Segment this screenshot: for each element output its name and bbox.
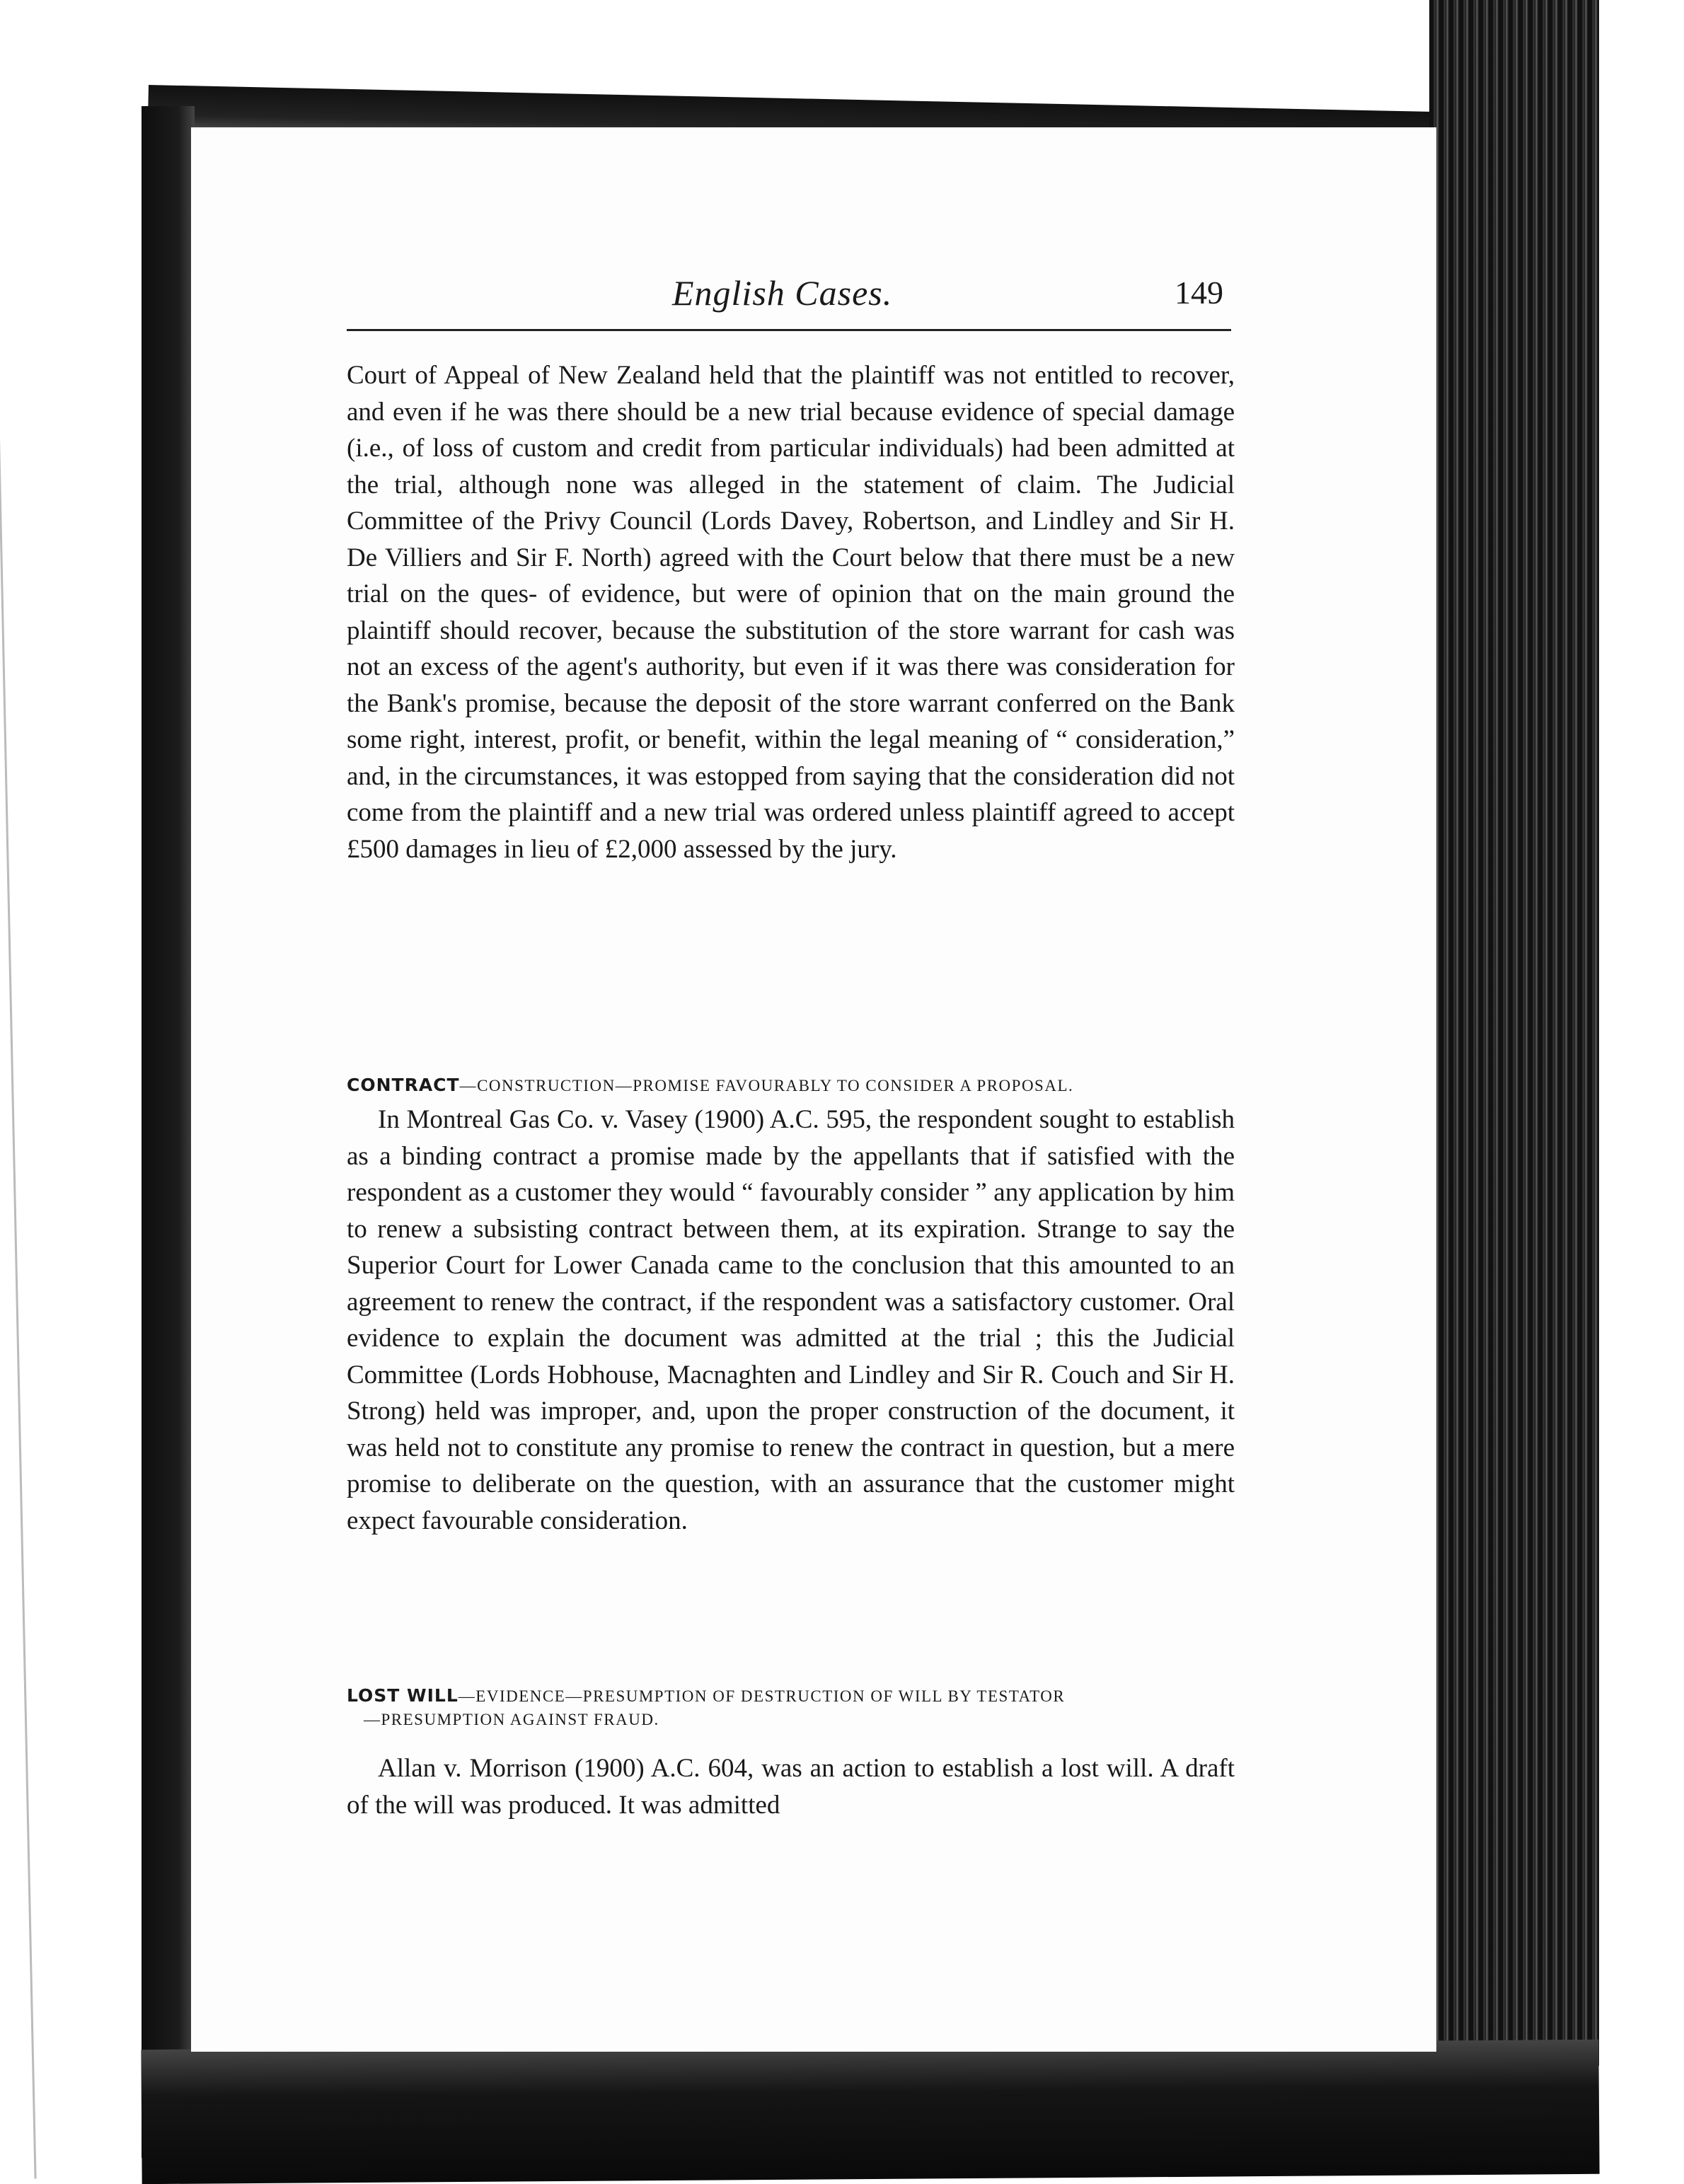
section-heading-rest: —CONSTRUCTION—PROMISE FAVOURABLY TO CONSIDER A PROPOSAL. [459, 1077, 1074, 1094]
section-heading-lead: CONTRACT [347, 1075, 460, 1095]
book-edge-bottom [141, 2040, 1599, 2184]
paragraph-continuation [347, 357, 1235, 867]
section-heading-continuation: —PRESUMPTION AGAINST FRAUD. [364, 1711, 659, 1728]
book-edge-left [142, 106, 195, 2158]
section-heading-rest: —EVIDENCE—PRESUMPTION OF DESTRUCTION OF WILL BY TESTATOR [458, 1687, 1066, 1705]
page-number: 149 [1175, 275, 1223, 311]
section-heading-lost-will [347, 1684, 1235, 1731]
scan-edge-line [0, 113, 37, 2179]
paragraph-contract-case [347, 1102, 1235, 1539]
running-head [347, 272, 1231, 329]
paragraph-3: Allan v. Morrison (1900) A.C. 604, was an action to establish a lost will. A draft of the will was produced. It was admitted [347, 1754, 1235, 1820]
book-edge-right [1429, 0, 1599, 2066]
header-rule [347, 329, 1231, 331]
section-heading-lead: LOST WILL [347, 1685, 459, 1706]
paragraph-1: Court of Appeal of New Zealand held that the plaintiff was not entitled to recover, and even if he was there should be a new trial because evidence of special damage (i.e., of loss of custom and credit from particular individuals) had been admitted at the trial, although none was alleged in the statement of claim. The Judicial Committee of the Privy Council (Lords Davey, Robertson, and Lindley and Sir H. De Villiers and Sir F. North) agreed with the Court below that there must be a new trial on the ques- of evidence, but were of opinion that on the main ground the plaintiff should recover, because the substitution of the store warrant for cash was not an excess of the agent's authority, but even if it was there was consideration for the Bank's promise, because the deposit of the store warrant conferred on the Bank some right, interest, profit, or benefit, within the legal meaning of “ consideration,” and, in the circumstances, it was estopped from saying that the consideration did not come from the plaintiff and a new trial was ordered unless plaintiff agreed to accept £500 damages in lieu of £2,000 assessed by the jury. [347, 361, 1235, 864]
paragraph-2: In Montreal Gas Co. v. Vasey (1900) A.C. 595, the respondent sought to establish as a binding contract a promise made by the appellants that if satisfied with the respondent as a customer they would “ favourably consider ” any application by him to renew a subsisting contract between them, at its expiration. Strange to say the Superior Court for Lower Canada came to the conclusion that this amounted to an agreement to renew the contract, if the respondent was a satisfactory customer. Oral evidence to explain the document was admitted at the trial ; this the Judicial Committee (Lords Hobhouse, Macnaghten and Lindley and Sir R. Couch and Sir H. Strong) held was improper, and, upon the proper construction of the document, it was held not to constitute any promise to renew the contract in question, but a mere promise to deliberate on the question, with an assurance that the customer might expect favourable consideration. [347, 1105, 1235, 1535]
running-title: English Cases. [672, 273, 893, 313]
paragraph-lost-will-case [347, 1750, 1235, 1823]
section-heading-contract [347, 1073, 1235, 1097]
